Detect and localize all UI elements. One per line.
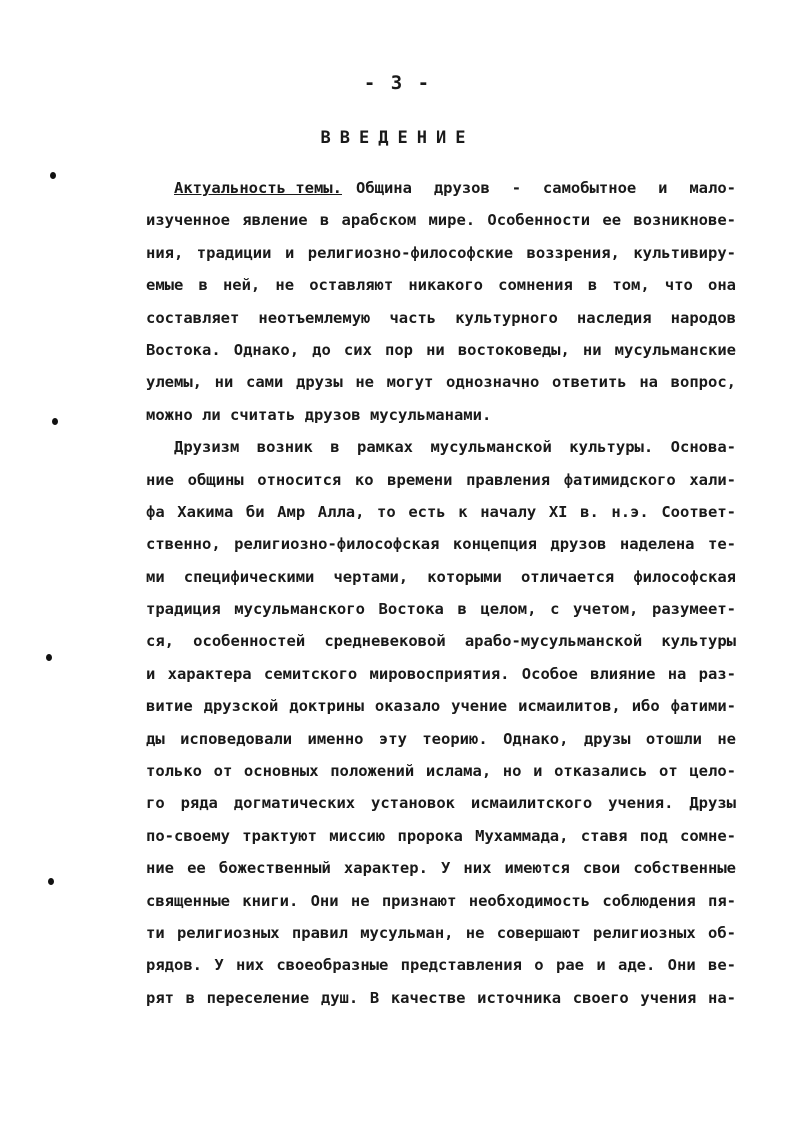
text-line <box>146 755 736 787</box>
text-line <box>146 269 736 301</box>
page-number: - 3 - <box>363 72 432 94</box>
text-line <box>146 302 736 334</box>
text-line <box>146 237 736 269</box>
text-line-content: емые в ней, не оставляют никакого сомнения в том, что она <box>146 276 736 295</box>
text-line <box>146 561 736 593</box>
margin-punch-mark <box>46 654 52 661</box>
text-line-content: рядов. У них своеобразные представления о рае и аде. Они ве- <box>146 956 736 975</box>
text-line <box>146 464 736 496</box>
text-line-content: священные книги. Они не признают необходимость соблюдения пя- <box>146 891 736 910</box>
text-line-content: Друзизм возник в рамках мусульманской культуры. Основа- <box>174 438 736 457</box>
text-line-content: го ряда догматических установок исмаилитского учения. Друзы <box>146 794 736 813</box>
text-line <box>146 204 736 236</box>
text-line-content: Востока. Однако, до сих пор ни востоковеды, ни мусульманские <box>146 340 736 359</box>
text-line-content: ние ее божественный характер. У них имеются свои собственные <box>146 859 736 878</box>
text-line <box>146 366 736 398</box>
text-line-content: ти религиозных правил мусульман, не совершают религиозных об- <box>146 923 736 942</box>
text-line <box>146 625 736 657</box>
text-line-content: ние общины относится ко времени правления фатимидского хали- <box>146 470 736 489</box>
text-line <box>146 690 736 722</box>
text-line <box>146 399 736 431</box>
text-line-content: витие друзской доктрины оказало учение исмаилитов, ибо фатими- <box>146 697 736 716</box>
text-line-content: изученное явление в арабском мире. Особенности ее возникнове- <box>146 211 736 230</box>
text-line-content: ния, традиции и религиозно-философские воззрения, культивиру- <box>146 243 736 262</box>
body-text <box>146 172 736 1014</box>
text-line <box>146 658 736 690</box>
text-line <box>146 431 736 463</box>
text-line-content: ственно, религиозно-философская концепция друзов наделена те- <box>146 535 736 554</box>
text-line <box>146 334 736 366</box>
text-line <box>146 723 736 755</box>
text-line-content: составляет неотъемлемую часть культурного наследия народов <box>146 308 736 327</box>
text-line <box>146 852 736 884</box>
text-line <box>146 496 736 528</box>
text-line-content: по-своему трактуют миссию пророка Мухаммада, ставя под сомне- <box>146 826 736 845</box>
text-line-content: ми специфическими чертами, которыми отличается философская <box>146 567 736 586</box>
text-line <box>146 593 736 625</box>
text-line <box>146 949 736 981</box>
text-line-content: и характера семитского мировосприятия. Особое влияние на раз- <box>146 664 736 683</box>
topic-relevance-label: Актуальность темы. <box>174 179 342 197</box>
text-line <box>146 917 736 949</box>
text-line <box>146 885 736 917</box>
margin-punch-mark <box>52 418 58 425</box>
text-line-content: ся, особенностей средневековой арабо-мусульманской культуры <box>146 632 736 651</box>
text-line-content: рят в переселение душ. В качестве источника своего учения на- <box>146 988 736 1007</box>
text-line <box>146 982 736 1014</box>
margin-punch-mark <box>48 878 54 885</box>
text-line <box>146 787 736 819</box>
text-line-content: ды исповедовали именно эту теорию. Однако, друзы отошли не <box>146 729 736 748</box>
text-line-content: только от основных положений ислама, но и отказались от цело- <box>146 762 736 781</box>
section-heading: ВВЕДЕНИЕ <box>320 128 475 148</box>
text-line-content: можно ли считать друзов мусульманами. <box>146 405 492 424</box>
text-line <box>146 172 736 204</box>
margin-punch-mark <box>50 172 56 179</box>
text-line <box>146 820 736 852</box>
text-line <box>146 528 736 560</box>
text-line-content: улемы, ни сами друзы не могут однозначно ответить на вопрос, <box>146 373 736 392</box>
text-line-content: Община друзов - самобытное и мало- <box>355 179 736 197</box>
text-line-content: фа Хакима би Амр Алла, то есть к началу XI в. н.э. Соответ- <box>146 502 736 521</box>
text-line-content: традиция мусульманского Востока в целом, с учетом, разумеет- <box>146 600 736 619</box>
